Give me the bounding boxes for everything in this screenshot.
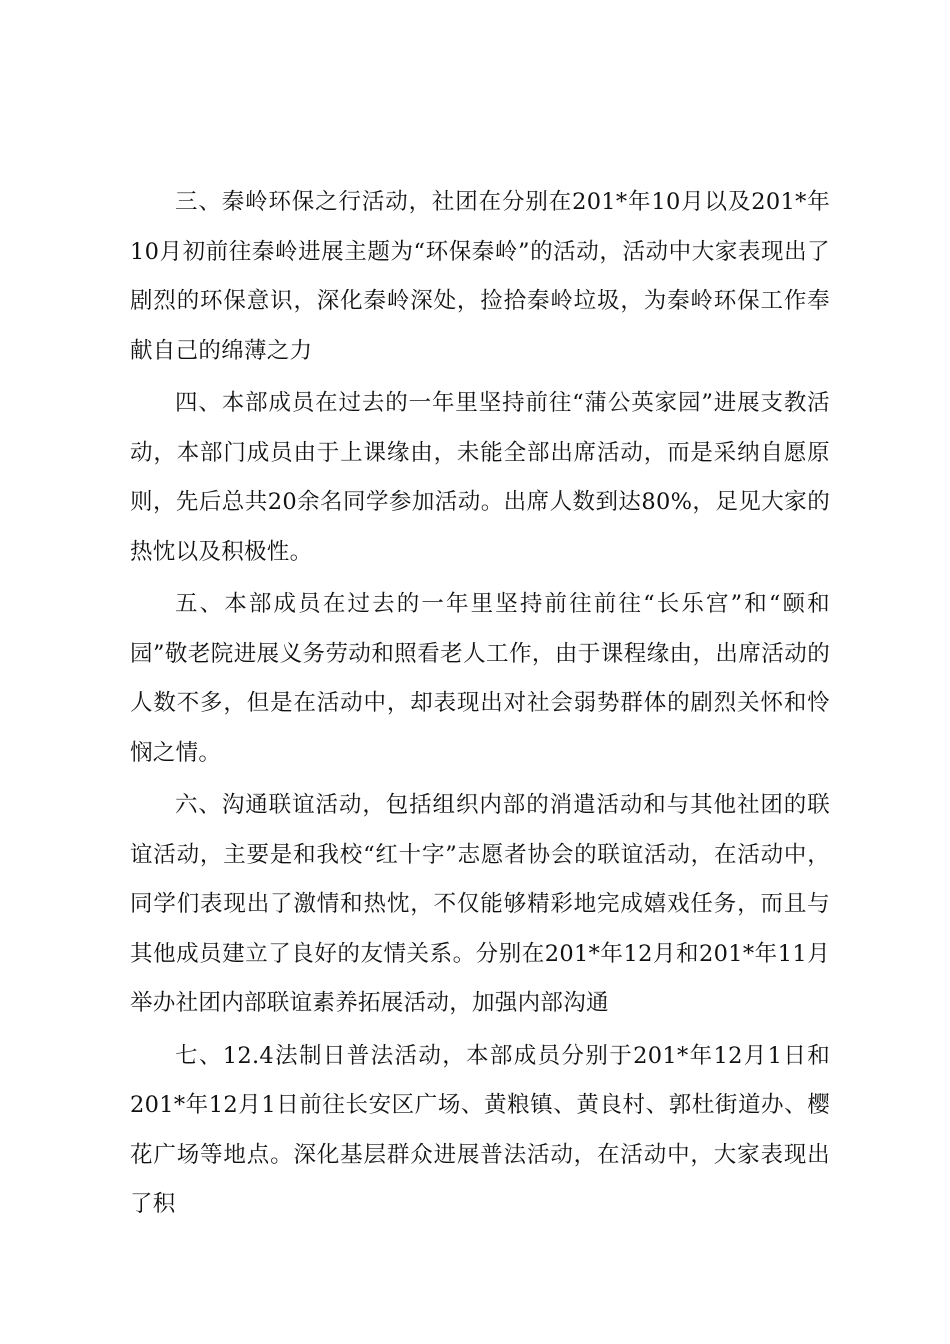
document-body [130, 178, 830, 1233]
paragraph-nursing-home: 五、本部成员在过去的一年里坚持前往前往“长乐宫”和“颐和园”敬老院进展义务劳动和照看老人工作，由于课程缘由，出席活动的人数不多，但是在活动中，却表现出对社会弱势群体的剧烈关怀和怜悯之情。 [130, 591, 830, 766]
paragraph-dandelion-teaching: 四、本部成员在过去的一年里坚持前往“蒲公英家园”进展支教活动，本部门成员由于上课缘由，未能全部出席活动，而是采纳自愿原则，先后总共20余名同学参加活动。出席人数到达80%，足见大家的热忱以及积极性。 [130, 390, 830, 565]
paragraph-friendship-activities: 六、沟通联谊活动，包括组织内部的消遣活动和与其他社团的联谊活动，主要是和我校“红十字”志愿者协会的联谊活动，在活动中，同学们表现出了激情和热忱，不仅能够精彩地完成嬉戏任务，而且与其他成员建立了良好的友情关系。分别在201*年12月和201*年11月举办社团内部联谊素养拓展活动，加强内部沟通 [130, 792, 830, 1016]
paragraph-qinling-environment: 三、秦岭环保之行活动，社团在分别在201*年10月以及201*年10月初前往秦岭进展主题为“环保秦岭”的活动，活动中大家表现出了剧烈的环保意识，深化秦岭深处，捡拾秦岭垃圾，为秦岭环保工作奉献自己的绵薄之力 [130, 189, 830, 364]
paragraph-legal-day: 七、12.4法制日普法活动，本部成员分别于201*年12月1日和201*年12月1日前往长安区广场、黄粮镇、黄良村、郭杜街道办、樱花广场等地点。深化基层群众进展普法活动，在活动中，大家表现出了积 [130, 1042, 830, 1217]
